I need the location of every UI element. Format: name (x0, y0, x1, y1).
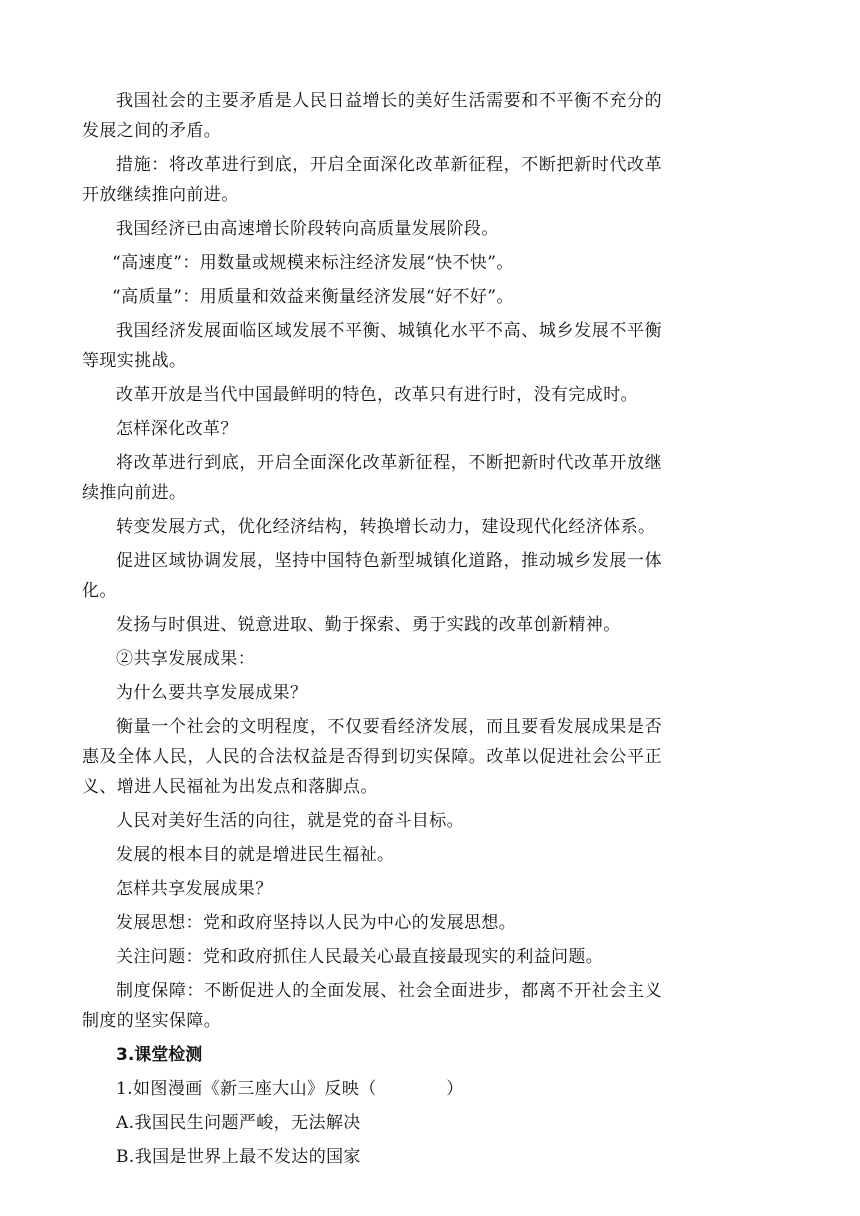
paragraph-high-quality: “高质量”：用质量和效益来衡量经济发展“好不好”。 (112, 287, 514, 307)
paragraph-innovation-spirit: 发扬与时俱进、锐意进取、勤于探索、勇于实践的改革创新精神。 (116, 615, 621, 635)
paragraph-economy-stage: 我国经济已由高速增长阶段转向高质量发展阶段。 (116, 219, 499, 239)
question-stem: 1.如图漫画《新三座大山》反映（ ） (116, 1079, 464, 1099)
paragraph-fundamental-purpose: 发展的根本目的就是增进民生福祉。 (116, 845, 395, 865)
paragraph-civilization-measure: 衡量一个社会的文明程度，不仅要看经济发展，而且要看发展成果是否惠及全体人民，人民的合法权益是否得到切实保障。改革以促进社会公平正义、增进人民福祉为出发点和落脚点。 (82, 717, 662, 797)
paragraph-reform-to-end: 将改革进行到底，开启全面深化改革新征程，不断把新时代改革开放继续推向前进。 (82, 453, 662, 503)
paragraph-party-goal: 人民对美好生活的向往，就是党的奋斗目标。 (116, 811, 464, 831)
document-body (82, 86, 662, 1176)
paragraph-development-thought: 发展思想：党和政府坚持以人民为中心的发展思想。 (116, 913, 517, 933)
paragraph-how-deepen-reform: 怎样深化改革？ (116, 419, 238, 439)
paragraph-main-contradiction: 我国社会的主要矛盾是人民日益增长的美好生活需要和不平衡不充分的发展之间的矛盾。 (82, 91, 662, 141)
question-option-b: B.我国是世界上最不发达的国家 (116, 1147, 361, 1167)
paragraph-high-speed: “高速度”：用数量或规模来标注经济发展“快不快”。 (112, 253, 514, 273)
paragraph-focus-issues: 关注问题：党和政府抓住人民最关心最直接最现实的利益问题。 (116, 947, 604, 967)
section-heading: 3.课堂检测 (116, 1045, 203, 1065)
paragraph-reform-feature: 改革开放是当代中国最鲜明的特色，改革只有进行时，没有完成时。 (116, 385, 638, 405)
paragraph-regional-coordination: 促进区域协调发展，坚持中国特色新型城镇化道路，推动城乡发展一体化。 (82, 551, 662, 601)
paragraph-measures: 措施：将改革进行到底，开启全面深化改革新征程，不断把新时代改革开放继续推向前进。 (82, 155, 662, 205)
question-option-a: A.我国民生问题严峻，无法解决 (116, 1113, 361, 1133)
paragraph-challenges: 我国经济发展面临区域发展不平衡、城镇化水平不高、城乡发展不平衡等现实挑战。 (82, 321, 662, 371)
paragraph-why-share: 为什么要共享发展成果？ (116, 683, 308, 703)
paragraph-how-share: 怎样共享发展成果？ (116, 879, 273, 899)
paragraph-share-results: ②共享发展成果： (116, 649, 256, 669)
paragraph-transform-development: 转变发展方式，优化经济结构，转换增长动力，建设现代化经济体系。 (116, 517, 656, 537)
paragraph-system-guarantee: 制度保障：不断促进人的全面发展、社会全面进步，都离不开社会主义制度的坚实保障。 (82, 981, 662, 1031)
